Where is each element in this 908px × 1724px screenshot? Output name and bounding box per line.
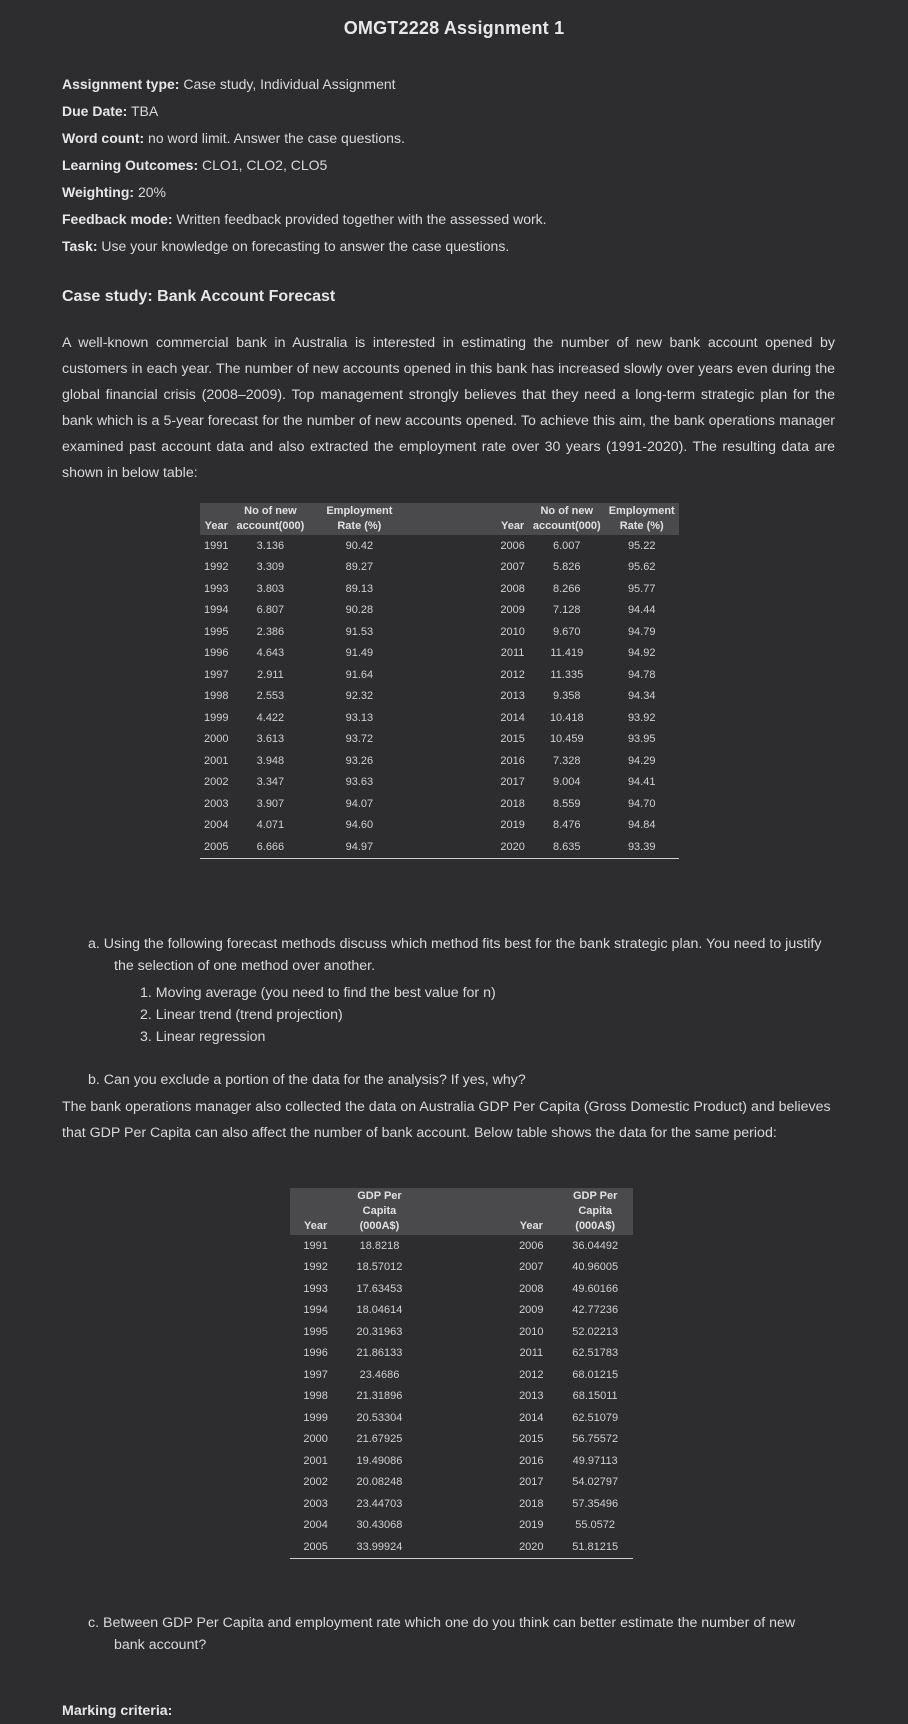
table-cell: 3.136	[256, 539, 285, 552]
table-cell: 2.386	[256, 625, 285, 638]
meta-row	[62, 71, 547, 98]
table-cell: 18.8218	[359, 1239, 400, 1252]
table-cell: 2008	[519, 1282, 544, 1295]
table-row	[290, 1343, 633, 1365]
table-cell: 33.99924	[341, 1536, 417, 1558]
table-cell: 8.635	[529, 836, 605, 858]
table-cell: 40.96005	[572, 1261, 619, 1274]
table-cell: 23.4686	[359, 1368, 400, 1381]
table-cell: 54.02797	[572, 1476, 619, 1489]
table-cell: 2.911	[257, 668, 284, 681]
table-cell: 2018	[500, 797, 525, 810]
meta-value: no word limit. Answer the case questions.	[144, 130, 405, 146]
gap-cell	[418, 1278, 506, 1300]
col-year-2: Year	[496, 503, 528, 535]
document-title: OMGT2228 Assignment 1	[343, 18, 565, 38]
table-cell: 2005	[290, 1536, 341, 1558]
table-cell: 2001	[204, 754, 229, 767]
table-cell: 6.007	[553, 539, 581, 552]
table-cell: 2002	[303, 1476, 328, 1489]
gap-cell	[418, 1257, 506, 1279]
table-cell: 2006	[500, 539, 525, 552]
gap-cell	[410, 793, 496, 815]
table-cell: 2003	[303, 1497, 328, 1510]
question-c: c. Between GDP Per Capita and employment rate which one do you think can better estimate the number of new bank account?	[88, 1615, 796, 1653]
table-cell: 1994	[204, 604, 229, 617]
table-cell: 1992	[204, 561, 229, 574]
col-gdp: GDP Per Capita (000A$)	[341, 1188, 417, 1235]
gap-cell	[418, 1364, 506, 1386]
table-cell: 1993	[204, 582, 229, 595]
table-cell: 52.02213	[572, 1325, 619, 1338]
meta-label: Feedback mode:	[62, 211, 173, 227]
table-cell: 7.128	[553, 604, 581, 617]
table-cell: 93.39	[605, 836, 679, 858]
case-paragraph: A well-known commercial bank in Australia is interested in estimating the number of new bank account opened by customers in each year. The number of new accounts opened in this bank has increased slowly over years even during the global financial crisis (2008–2009). Top management strongly believes that they need a long-term strategic plan for the bank which is a 5-year forecast for the number of new accounts opened. To achieve this aim, the bank operations manager examined past account data and also extracted the employment rate over 30 years (1991-2020). The resulting data are shown in below table:	[62, 335, 835, 481]
table-cell: 19.49086	[356, 1454, 403, 1467]
table-row	[290, 1257, 633, 1279]
table-cell: 3.907	[256, 797, 285, 810]
table-cell: 95.77	[627, 582, 656, 595]
table-cell: 94.78	[627, 668, 656, 681]
table-cell: 56.75572	[572, 1433, 619, 1446]
table-cell: 2012	[500, 668, 525, 681]
method-item: 1. Moving average (you need to find the best value for n)	[140, 985, 496, 1001]
gap-cell	[418, 1472, 506, 1494]
table-row	[200, 664, 679, 686]
table-cell: 1993	[303, 1282, 328, 1295]
table-row	[200, 772, 679, 794]
method-item: 3. Linear regression	[140, 1029, 266, 1045]
table-cell: 1996	[303, 1347, 328, 1360]
table-cell: 2007	[500, 561, 525, 574]
table-cell: 42.77236	[572, 1304, 619, 1317]
gap-cell	[410, 686, 496, 708]
table-cell: 17.63453	[356, 1282, 403, 1295]
gap-cell	[410, 815, 496, 837]
table-cell: 5.826	[553, 561, 581, 574]
table-cell: 1997	[303, 1368, 328, 1381]
table-cell: 93.72	[345, 733, 374, 746]
table-cell: 3.613	[256, 733, 285, 746]
gap-cell	[410, 600, 496, 622]
col-year-2: Year	[506, 1188, 557, 1235]
table-cell: 94.07	[345, 797, 374, 810]
table-row	[200, 750, 679, 772]
table-cell: 68.15011	[572, 1390, 618, 1403]
gap-cell	[410, 557, 496, 579]
gap-cell	[418, 1407, 506, 1429]
table-row	[200, 729, 679, 751]
table-cell: 2020	[506, 1536, 557, 1558]
table-cell: 18.04614	[356, 1304, 403, 1317]
gap-cell	[410, 772, 496, 794]
table-row	[200, 557, 679, 579]
table-cell: 2000	[204, 733, 229, 746]
table-cell: 93.13	[345, 711, 374, 724]
table-cell: 3.948	[256, 754, 285, 767]
table-cell: 8.266	[553, 582, 581, 595]
table-cell: 90.42	[345, 539, 374, 552]
table-cell: 1998	[303, 1390, 328, 1403]
table-cell: 92.32	[345, 690, 374, 703]
table-cell: 49.97113	[572, 1454, 618, 1467]
table-cell: 94.34	[627, 690, 656, 703]
table-cell: 2010	[519, 1325, 544, 1338]
table-row	[200, 643, 679, 665]
table-cell: 2.553	[256, 690, 285, 703]
col-gdp-2: GDP Per Capita (000A$)	[557, 1188, 633, 1235]
table-cell: 91.53	[345, 625, 374, 638]
table-row	[200, 707, 679, 729]
meta-label: Assignment type:	[62, 76, 180, 92]
meta-label: Weighting:	[62, 184, 135, 200]
table-cell: 2010	[500, 625, 525, 638]
col-year: Year	[290, 1188, 341, 1235]
table-row	[290, 1493, 633, 1515]
table-cell: 94.60	[345, 819, 374, 832]
table-cell: 7.328	[553, 754, 581, 767]
table-cell: 94.41	[627, 776, 656, 789]
meta-value: TBA	[127, 103, 159, 119]
col-accounts-2: No of new account(000)	[529, 503, 605, 535]
gap-cell	[410, 535, 496, 557]
col-employment-2: Employment Rate (%)	[605, 503, 679, 535]
table-cell: 20.31963	[356, 1325, 403, 1338]
table-cell: 11.335	[550, 668, 584, 681]
gap-cell	[410, 836, 496, 858]
question-b: b. Can you exclude a portion of the data for the analysis? If yes, why?	[88, 1072, 526, 1088]
meta-value: Case study, Individual Assignment	[179, 76, 396, 92]
meta-value: Written feedback provided together with the assessed work.	[172, 211, 547, 227]
table-cell: 9.358	[553, 690, 581, 703]
meta-row	[62, 152, 547, 179]
table-cell: 2020	[496, 836, 528, 858]
table-row	[290, 1235, 633, 1257]
gap-cell	[418, 1386, 506, 1408]
table-cell: 2011	[519, 1347, 544, 1360]
marking-criteria-heading: Marking criteria:	[62, 1703, 173, 1719]
gap-cell	[418, 1450, 506, 1472]
table-cell: 21.86133	[356, 1347, 403, 1360]
table-cell: 68.01215	[572, 1368, 619, 1381]
table-row	[200, 815, 679, 837]
table-row	[290, 1278, 633, 1300]
table-cell: 2019	[500, 819, 525, 832]
table-cell: 2002	[204, 776, 229, 789]
table-row	[290, 1429, 633, 1451]
table-cell: 94.84	[627, 819, 656, 832]
table-cell: 94.70	[627, 797, 656, 810]
gdp-table	[290, 1188, 633, 1559]
question-a: a. Using the following forecast methods discuss which method fits best for the bank strategic plan. You need to justify the selection of one method over another.	[88, 936, 822, 974]
table-cell: 21.31896	[356, 1390, 403, 1403]
table-cell: 3.347	[256, 776, 285, 789]
table-cell: 93.63	[345, 776, 374, 789]
table-cell: 95.62	[627, 561, 656, 574]
gap-cell	[418, 1300, 506, 1322]
col-accounts: No of new account(000)	[232, 503, 308, 535]
table-cell: 10.418	[549, 711, 584, 724]
table-cell: 4.422	[256, 711, 285, 724]
accounts-employment-table	[200, 503, 679, 859]
gap-cell	[418, 1515, 506, 1537]
table-cell: 2004	[204, 819, 229, 832]
gap-cell	[418, 1235, 506, 1257]
table-cell: 4.071	[256, 819, 285, 832]
table-cell: 1991	[303, 1239, 328, 1252]
table-cell: 2016	[500, 754, 525, 767]
table-cell: 2000	[303, 1433, 328, 1446]
table-cell: 1991	[204, 539, 229, 552]
table-cell: 6.807	[256, 604, 285, 617]
gap-cell	[410, 664, 496, 686]
table-cell: 23.44703	[356, 1497, 403, 1510]
table-cell: 8.476	[553, 819, 581, 832]
table-cell: 9.670	[553, 625, 581, 638]
table-cell: 2015	[519, 1433, 544, 1446]
gap-cell	[410, 621, 496, 643]
table-cell: 2003	[204, 797, 229, 810]
table-cell: 2012	[519, 1368, 544, 1381]
table-cell: 30.43068	[356, 1519, 403, 1532]
gap-cell	[410, 643, 496, 665]
meta-row	[62, 125, 547, 152]
table-cell: 1995	[303, 1325, 328, 1338]
table-cell: 2017	[500, 776, 525, 789]
method-list	[140, 982, 496, 1048]
table-cell: 94.29	[627, 754, 656, 767]
table-cell: 93.26	[345, 754, 374, 767]
table-row	[290, 1450, 633, 1472]
gap-cell	[410, 750, 496, 772]
table-cell: 51.81215	[557, 1536, 633, 1558]
meta-value: CLO1, CLO2, CLO5	[198, 157, 328, 173]
col-gap	[410, 503, 496, 535]
meta-label: Word count:	[62, 130, 145, 146]
method-item: 2. Linear trend (trend projection)	[140, 1007, 343, 1023]
col-employment: Employment Rate (%)	[308, 503, 410, 535]
table-cell: 20.53304	[356, 1411, 403, 1424]
meta-row	[62, 98, 547, 125]
table-cell: 2013	[519, 1390, 544, 1403]
table-cell: 90.28	[345, 604, 374, 617]
meta-row	[62, 179, 547, 206]
table-cell: 94.92	[627, 647, 656, 660]
col-year: Year	[200, 503, 232, 535]
table-cell: 89.27	[345, 561, 374, 574]
gap-cell	[418, 1493, 506, 1515]
table-cell: 2019	[519, 1519, 544, 1532]
table-row	[200, 535, 679, 557]
table-cell: 1994	[303, 1304, 328, 1317]
table-row	[200, 686, 679, 708]
gap-cell	[418, 1343, 506, 1365]
table-row	[290, 1364, 633, 1386]
table-cell: 2011	[500, 647, 525, 660]
table-cell: 62.51079	[572, 1411, 619, 1424]
table-cell: 8.559	[553, 797, 581, 810]
meta-label: Learning Outcomes:	[62, 157, 199, 173]
table-cell: 93.92	[627, 711, 656, 724]
table-cell: 49.60166	[572, 1282, 619, 1295]
table-cell: 2014	[500, 711, 525, 724]
table-row	[290, 1515, 633, 1537]
table-cell: 2008	[500, 582, 525, 595]
table-cell: 1996	[204, 647, 229, 660]
table-cell: 2007	[519, 1261, 544, 1274]
gap-cell	[410, 729, 496, 751]
table-row	[290, 1300, 633, 1322]
table-cell: 2018	[519, 1497, 544, 1510]
table-cell: 21.67925	[356, 1433, 403, 1446]
gap-cell	[418, 1536, 506, 1558]
table-cell: 4.643	[256, 647, 285, 660]
table-cell: 2013	[500, 690, 525, 703]
table-cell: 62.51783	[572, 1347, 619, 1360]
meta-value: 20%	[134, 184, 166, 200]
table-cell: 20.08248	[356, 1476, 403, 1489]
table-cell: 2009	[500, 604, 525, 617]
table-row	[200, 793, 679, 815]
table-cell: 2016	[519, 1454, 544, 1467]
table-cell: 95.22	[627, 539, 656, 552]
table-cell: 3.803	[256, 582, 285, 595]
table-cell: 1995	[204, 625, 229, 638]
meta-value: Use your knowledge on forecasting to answer the case questions.	[97, 238, 510, 254]
table-cell: 11.419	[550, 647, 584, 660]
table-cell: 3.309	[256, 561, 285, 574]
table-row	[290, 1472, 633, 1494]
table-cell: 2006	[519, 1239, 544, 1252]
meta-label: Task:	[62, 238, 98, 254]
table-cell: 1999	[204, 711, 229, 724]
table-cell: 2009	[519, 1304, 544, 1317]
table-cell: 1997	[204, 668, 229, 681]
table-row	[290, 1321, 633, 1343]
col-gap	[418, 1188, 506, 1235]
table-cell: 94.97	[308, 836, 410, 858]
table-cell: 1992	[303, 1261, 328, 1274]
table-row	[200, 836, 679, 858]
table-cell: 36.04492	[572, 1239, 619, 1252]
table-cell: 57.35496	[572, 1497, 619, 1510]
table-cell: 9.004	[553, 776, 581, 789]
table-cell: 1998	[204, 690, 229, 703]
table-cell: 2017	[519, 1476, 544, 1489]
table-cell: 2005	[200, 836, 232, 858]
table-cell: 93.95	[627, 733, 656, 746]
table-cell: 89.13	[345, 582, 374, 595]
meta-label: Due Date:	[62, 103, 128, 119]
gap-cell	[410, 707, 496, 729]
gap-cell	[418, 1321, 506, 1343]
table-cell: 91.64	[345, 668, 374, 681]
table-cell: 1999	[303, 1411, 328, 1424]
gap-cell	[410, 578, 496, 600]
table-cell: 91.49	[345, 647, 374, 660]
table-cell: 10.459	[549, 733, 584, 746]
table-row	[290, 1536, 633, 1558]
table-row	[290, 1386, 633, 1408]
table-row	[200, 600, 679, 622]
assignment-meta	[62, 71, 547, 260]
table-row	[200, 621, 679, 643]
gap-cell	[418, 1429, 506, 1451]
table-cell: 2014	[519, 1411, 544, 1424]
case-study-title: Case study: Bank Account Forecast	[62, 288, 336, 305]
meta-row	[62, 233, 547, 260]
table-cell: 94.44	[627, 604, 656, 617]
table-cell: 2001	[303, 1454, 328, 1467]
table-cell: 18.57012	[356, 1261, 403, 1274]
table-cell: 6.666	[232, 836, 308, 858]
table-row	[290, 1407, 633, 1429]
table-cell: 2015	[500, 733, 525, 746]
table-cell: 55.0572	[575, 1519, 616, 1532]
table-cell: 94.79	[627, 625, 656, 638]
table-row	[200, 578, 679, 600]
gdp-paragraph: The bank operations manager also collected the data on Australia GDP Per Capita (Gross Domestic Product) and believes that GDP Per Capita can also affect the number of bank account. Below table shows the data for the same period:	[62, 1099, 831, 1141]
meta-row	[62, 206, 547, 233]
table-cell: 2004	[303, 1519, 328, 1532]
